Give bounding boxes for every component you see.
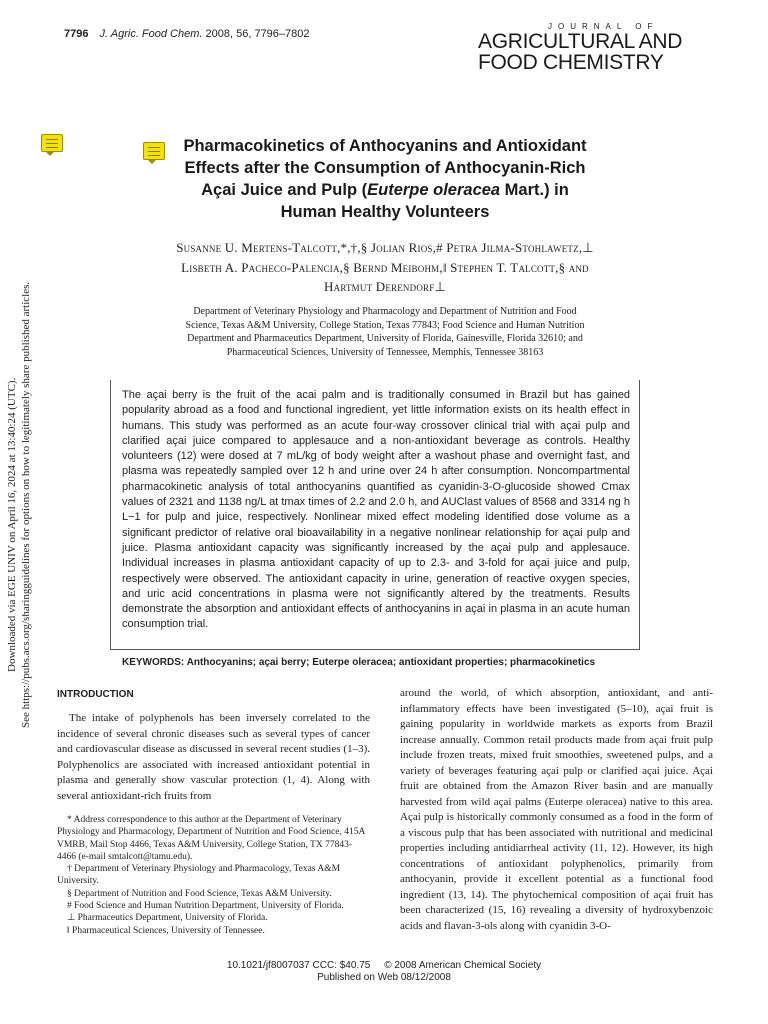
journal-citation: J. Agric. Food Chem.	[99, 28, 203, 40]
download-stamp	[0, 281, 40, 730]
author-line: Susanne U. Mertens-Talcott,*,†,§ Jolian Rios,# Petra Jilma-Stohlawetz,⊥	[176, 240, 594, 255]
author-line: Hartmut Derendorf⊥	[324, 279, 446, 294]
download-stamp-line-2: See https://pubs.acs.org/sharingguidelines for options on how to legitimately share published articles.	[20, 281, 32, 728]
keywords: KEYWORDS: Anthocyanins; açai berry; Euterpe oleracea; antioxidant properties; pharmacokinetics	[122, 657, 596, 668]
title-line: Açai Juice and Pulp (Euterpe oleracea Mart.) in	[201, 181, 569, 199]
intro-column-2	[400, 686, 713, 934]
affiliation-line: Pharmaceutical Sciences, University of Tennessee, Memphis, Tennessee 38163	[226, 346, 544, 358]
footnotes	[57, 814, 370, 937]
article-title	[140, 135, 630, 223]
download-stamp-line-1: Downloaded via EGE UNIV on April 16, 2024 at 13:40:24 (UTC).	[6, 377, 18, 672]
logo-line-3: FOOD CHEMISTRY	[478, 51, 664, 74]
footnote: # Food Science and Human Nutrition Department, University of Florida.	[67, 901, 344, 912]
page-number: 7796	[64, 28, 89, 40]
section-heading: INTRODUCTION	[57, 689, 134, 700]
page-footer	[0, 960, 768, 984]
footnote: † Department of Veterinary Physiology and Pharmacology, Texas A&M University.	[57, 864, 341, 887]
affiliations	[150, 305, 620, 359]
intro-paragraph: The intake of polyphenols has been inversely correlated to the incidence of several chronic diseases such as several types of cancer and cardiovascular disease as discussed in several recent studies (1–3). Polyphenolics are associated with increased antioxidant potential in plasma and generally show vascular protection (1, 4). Along with several antioxidant-rich fruits from	[57, 712, 370, 802]
footnote: ǁ Pharmaceutical Sciences, University of Tennessee.	[67, 925, 265, 936]
journal-logo	[478, 22, 728, 73]
doi-line: 10.1021/jf8007037 CCC: $40.75 © 2008 American Chemical Society	[226, 960, 542, 971]
title-line: Human Healthy Volunteers	[280, 203, 490, 221]
year-volume: 2008, 56, 7796–7802	[205, 28, 310, 40]
intro-paragraph: around the world, of which absorption, antioxidant, and anti-inflammatory effects have been investigated (5–10), açai fruit is gaining popularity in worldwide markets as exports from Brazil increase annually. Common retail products made from açai fruit pulp include frozen treats, mixed fruit smoothies, sweetened pulps, and a variety of beverages featuring açai pulp or clarified açai juice. Açai fruit are obtained from the Amazon River basin and are manually harvested from wild açai palms (Euterpe oleracea) native to this area. Açai pulp is historically commonly consumed as a food in the form of a viscous pulp that has been associated with nutritional and medicinal properties including antidiarrheal activity (11, 12). However, its high concentrations of antioxidant polyphenolics, primarily from anthocyanin, provide it excellent potential as a functional food ingredient (13, 14). The phytochemical composition of açai fruit has been characterized (15, 16) revealing a diversity of hydroxybenzoic acids and flavan-3-ols along with cyanidin 3-O-	[400, 687, 713, 932]
footnote: * Address correspondence to this author at the Department of Veterinary Physiology and Pharmacology, Department of Nutrition and Food Science, 415A VMRB, Mail Stop 4466, Texas A&M University, College Station, TX 77843-4466 (e-mail smtalcott@tamu.edu).	[57, 815, 365, 862]
footnote: § Department of Nutrition and Food Science, Texas A&M University.	[67, 888, 332, 899]
footnote: ⊥ Pharmaceutics Department, University of Florida.	[67, 913, 268, 924]
logo-line-1: JOURNAL OF	[548, 22, 659, 31]
abstract: The açai berry is the fruit of the acai palm and is traditionally consumed in Brazil but has gained popularity abroad as a food and functional ingredient, yet little information exists on its health effect in humans. This study was performed as an acute four-way crossover clinical trial with açai pulp and clarified açai juice compared to applesauce and a non-antioxidant beverage as controls. Healthy volunteers (12) were dosed at 7 mL/kg of body weight after a washout phase and overnight fast, and plasma was repeatedly sampled over 12 h and urine over 24 h after consumption. Noncompartmental pharmacokinetic analysis of total anthocyanins quantified as cyanidin-3-O-glucoside showed Cmax values of 2321 and 1138 ng/L at tmax times of 2.2 and 2.0 h, and AUClast values of 8568 and 3314 ng h L−1 for pulp and juice, respectively. Nonlinear mixed effect modeling identified dose volume as a significant predictor of relative oral bioavailability in a negative nonlinear relationship for açai pulp and juice. Plasma antioxidant capacity was significantly increased by the açai pulp and applesauce. Individual increases in plasma antioxidant capacity of up to 2.3- and 3-fold for açai juice and pulp, respectively were observed. The antioxidant capacity in urine, generation of reactive oxygen species, and uric acid concentrations in plasma were not significantly altered by the treatments. Results demonstrate the absorption and antioxidant effects of anthocyanins in açai in plasma in an acute human consumption trial.	[122, 389, 630, 631]
published-line: Published on Web 08/12/2008	[317, 972, 451, 983]
affiliation-line: Department of Veterinary Physiology and Pharmacology and Department of Nutrition and Food	[193, 306, 577, 317]
title-line: Effects after the Consumption of Anthocyanin-Rich	[184, 159, 586, 177]
intro-column-1	[57, 711, 370, 804]
affiliation-line: Department and Pharmaceutics Department, University of Florida, Gainesville, Florida 32610; and	[187, 333, 583, 344]
author-list	[130, 238, 640, 297]
author-line: Lisbeth A. Pacheco-Palencia,§ Bernd Meibohm,ǁ Stephen T. Talcott,§ and	[181, 259, 589, 275]
title-line: Pharmacokinetics of Anthocyanins and Antioxidant	[183, 137, 587, 155]
sticky-note-icon[interactable]	[41, 134, 63, 152]
logo-line-2: AGRICULTURAL AND	[478, 30, 683, 53]
running-header	[64, 28, 310, 40]
affiliation-line: Science, Texas A&M University, College Station, Texas 77843; Food Science and Human Nutrition	[185, 319, 585, 331]
